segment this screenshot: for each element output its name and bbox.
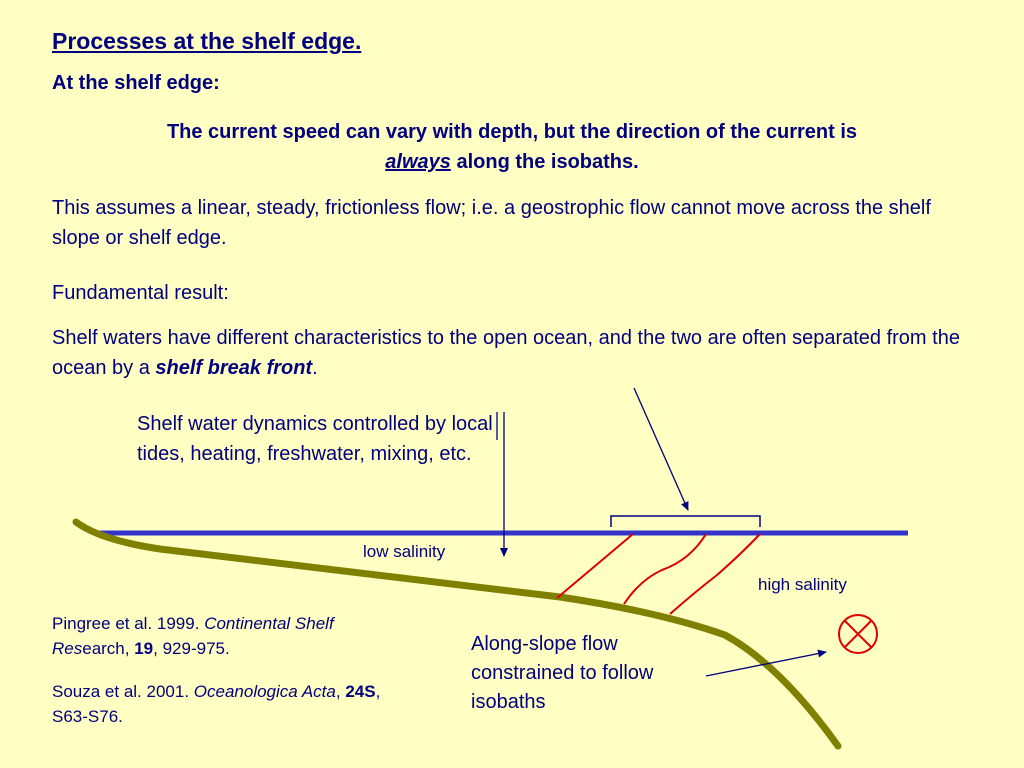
subheading: At the shelf edge:: [52, 72, 220, 94]
front-bracket: [611, 516, 760, 527]
fundamental-result-label: Fundamental result:: [52, 282, 229, 304]
high-salinity-label: high salinity: [758, 575, 847, 594]
statement-emphasis: always: [385, 151, 451, 173]
ref-authors: Souza et al. 2001.: [52, 682, 190, 701]
page-title: Processes at the shelf edge.: [52, 28, 362, 54]
ref-volume: 19: [134, 639, 154, 658]
shelf-dynamics-label: Shelf water dynamics controlled by local tides, heating, freshwater, mixing, etc.: [137, 413, 493, 465]
shelf-break-front-term: shelf break front: [155, 357, 313, 379]
along-slope-label: Along-slope flow constrained to follow isobaths: [471, 633, 654, 713]
reference-souza: Souza et al. 2001. Oceanologica Acta, 24S, S63-S76.: [52, 682, 381, 726]
ref-journal: Continental Shelf Res: [52, 614, 334, 658]
low-salinity-label: low salinity: [363, 542, 446, 561]
statement-text: The current speed can vary with depth, but the direction of the current is: [166, 121, 858, 143]
ref-journal-rest: earch: [82, 639, 125, 658]
shelf-waters-end: .: [312, 357, 318, 379]
front-line-1: [557, 534, 633, 598]
shelf-waters-text: Shelf waters have different characteristics to the open ocean, and the two are often separated from the ocean by a: [52, 327, 960, 379]
ref-journal: Oceanologica Acta: [193, 682, 336, 701]
circle-cross-icon: [839, 615, 877, 653]
statement-text-end: along the isobaths.: [456, 151, 639, 173]
ref-authors: Pingree et al. 1999.: [52, 614, 200, 633]
assumption-paragraph: This assumes a linear, steady, frictionless flow; i.e. a geostrophic flow cannot move across the shelf slope or shelf edge.: [52, 197, 931, 249]
ref-pages: , 929-975.: [153, 639, 230, 658]
along-slope-arrow: [706, 652, 826, 676]
ref-volume: 24S: [345, 682, 376, 701]
ref-pages: , S63-S76.: [52, 682, 381, 726]
front-line-3: [670, 534, 760, 614]
front-arrow: [634, 388, 688, 510]
reference-pingree: Pingree et al. 1999. Continental Shelf Research, 19, 929-975.: [52, 614, 334, 658]
